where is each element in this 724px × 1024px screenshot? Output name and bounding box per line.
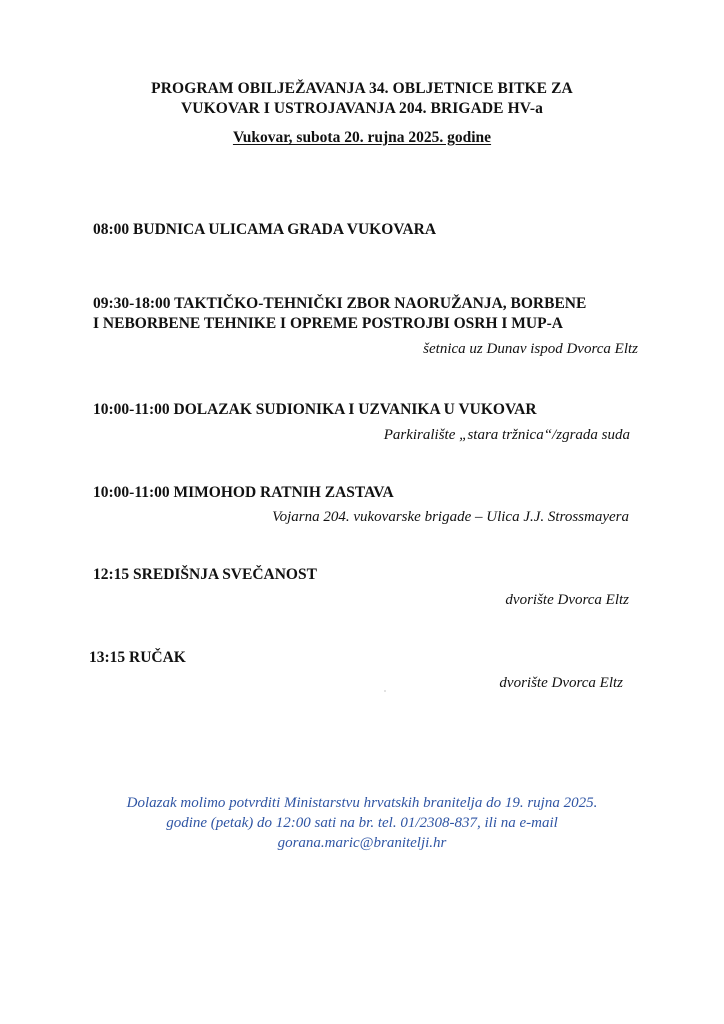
scan-speck: [384, 690, 386, 692]
rsvp-email[interactable]: gorana.maric@branitelji.hr: [277, 835, 447, 851]
schedule-item-2-location: šetnica uz Dunav ispod Dvorca Eltz: [423, 341, 638, 357]
event-date-text: Vukovar, subota 20. rujna 2025. godine: [232, 129, 492, 146]
schedule-item-3-line-1: 10:00-11:00 DOLAZAK SUDIONIKA I UZVANIKA U VUKOVAR: [93, 401, 537, 418]
program-title-line-1: PROGRAM OBILJEŽAVANJA 34. OBLJETNICE BITKE ZA: [151, 80, 573, 97]
schedule-item-4: [93, 483, 394, 503]
schedule-item-5-line-1: 12:15 SREDIŠNJA SVEČANOST: [93, 566, 317, 583]
schedule-item-1-line-1: 08:00 BUDNICA ULICAMA GRADA VUKOVARA: [93, 221, 437, 238]
program-title-line-2: VUKOVAR I USTROJAVANJA 204. BRIGADE HV-a: [181, 100, 543, 117]
schedule-item-6: [89, 648, 186, 668]
schedule-item-2: [93, 294, 586, 334]
schedule-item-3-location: Parkiralište „stara tržnica“/zgrada suda: [383, 427, 630, 443]
schedule-item-4-location: Vojarna 204. vukovarske brigade – Ulica J.J. Strossmayera: [272, 509, 629, 525]
schedule-item-2-line-1: 09:30-18:00 TAKTIČKO-TEHNIČKI ZBOR NAORUŽANJA, BORBENE: [93, 295, 587, 312]
rsvp-note-line-2: godine (petak) do 12:00 sati na br. tel. 01/2308-837, ili na e-mail: [166, 815, 558, 831]
schedule-item-6-location: dvorište Dvorca Eltz: [499, 675, 623, 691]
schedule-item-5: [93, 565, 317, 585]
program-title: [0, 79, 724, 119]
rsvp-note: [0, 793, 724, 853]
schedule-item-3: [93, 400, 537, 420]
schedule-item-4-line-1: 10:00-11:00 MIMOHOD RATNIH ZASTAVA: [93, 484, 394, 501]
schedule-item-2-line-2: I NEBORBENE TEHNIKE I OPREME POSTROJBI OSRH I MUP-A: [93, 315, 563, 332]
schedule-item-1: [93, 220, 436, 240]
schedule-item-5-location: dvorište Dvorca Eltz: [505, 592, 629, 608]
schedule-item-6-line-1: 13:15 RUČAK: [89, 649, 186, 666]
rsvp-note-line-1: Dolazak molimo potvrditi Ministarstvu hrvatskih branitelja do 19. rujna 2025.: [126, 795, 598, 811]
event-date-subtitle: [0, 129, 724, 147]
